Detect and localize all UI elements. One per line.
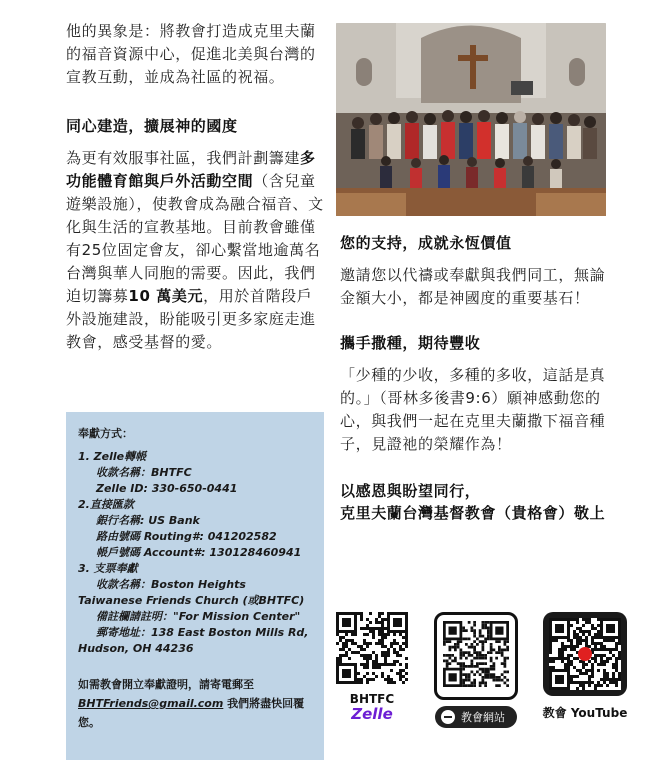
intro-paragraph: 他的異象是：將教會打造成克里夫蘭的福音資源中心，促進北美與台灣的宣教互動，並成為社區的祝福。 <box>66 22 316 86</box>
check-payee-label: 收款名稱： <box>96 578 151 591</box>
check-payee-value: Boston Heights <box>151 578 246 591</box>
mailing-address <box>78 625 312 641</box>
address-line-2: Hudson, OH 44236 <box>78 642 194 655</box>
website-qr-code[interactable] <box>443 621 509 687</box>
zelle-payee: 收款名稱：BHTFC <box>96 466 192 479</box>
support-heading: 您的支持，成就永恆價值 <box>340 234 512 252</box>
address-line-1: 138 East Boston Mills Rd, <box>151 626 309 639</box>
build-bold-facility: 多功能體育館與戶外活動空間 <box>66 149 316 190</box>
build-heading: 同心建造，擴展神的國度 <box>66 117 238 135</box>
check-memo: 備註欄請註明："For Mission Center" <box>96 610 301 623</box>
check-header: 3. 支票奉獻 <box>78 562 138 575</box>
receipt-note-text-2: 我們將盡快回覆您。 <box>78 697 305 729</box>
congregation-photo <box>336 23 606 216</box>
website-qr-frame[interactable] <box>434 612 518 700</box>
website-label: 教會網站 <box>461 711 505 724</box>
closing-line-1: 以感恩與盼望同行， <box>340 482 481 500</box>
support-paragraph: 邀請您以代禱或奉獻與我們同工，無論金額大小，都是神國度的重要基石！ <box>340 266 606 307</box>
build-text-1: 為更有效服事社區，我們計劃籌建 <box>66 149 301 167</box>
address-label: 郵寄地址： <box>96 626 151 639</box>
youtube-qr-group <box>540 612 630 721</box>
youtube-icon <box>578 647 592 661</box>
left-column <box>66 20 324 354</box>
youtube-qr-frame[interactable] <box>543 612 627 696</box>
sow-paragraph: 「少種的少收，多種的多收，這話是真的。」（哥林多後書9:6）願神感動您的心，與我們一起在克里夫蘭撒下福音種子，見證祂的榮耀作為！ <box>340 366 606 453</box>
giving-title: 奉獻方式： <box>78 427 133 440</box>
receipt-note <box>78 675 312 732</box>
account-number: 帳戶號碼 Account#: 130128460941 <box>96 546 302 559</box>
build-text-2: （含兒童遊樂設施），使教會成為融合福音、文化與生活的宣教基地。目前教會雖僅有25位固定會友，卻心繫當地逾萬名台灣與華人同胞的需要。因此，我們迫切籌募 <box>66 172 324 305</box>
youtube-label: 教會 YouTube <box>542 706 628 720</box>
bhtfc-label: BHTFC <box>349 692 395 706</box>
routing-number: 路由號碼 Routing#: 041202582 <box>96 530 277 543</box>
zelle-id: Zelle ID: 330-650-0441 <box>96 482 238 495</box>
link-icon <box>441 710 455 724</box>
zelle-header: 1. Zelle轉帳 <box>78 450 147 463</box>
email-link[interactable]: BHTFriends@gmail.com <box>78 697 224 710</box>
bank-header: 2.直接匯款 <box>78 498 134 511</box>
website-qr-group <box>432 612 520 728</box>
zelle-logo: Zelle <box>351 705 393 723</box>
build-text-3: ，用於首階段戶外設施建設，盼能吸引更多家庭走進教會，感受基督的愛。 <box>66 287 316 351</box>
congregation-photo-illustration <box>336 23 606 216</box>
receipt-note-text: 如需教會開立奉獻證明，請寄電郵至 <box>78 678 254 691</box>
build-paragraph <box>66 147 324 354</box>
check-payee-continued: Taiwanese Friends Church (或BHTFC) <box>78 594 305 607</box>
check-payee <box>78 577 312 593</box>
zelle-qr-group <box>336 612 408 722</box>
sow-heading: 攜手撒種，期待豐收 <box>340 334 481 352</box>
website-button[interactable] <box>435 706 517 728</box>
bank-name: 銀行名稱: US Bank <box>96 514 200 527</box>
zelle-qr-code[interactable] <box>336 612 408 684</box>
right-column <box>340 232 610 524</box>
build-bold-amount: 10 萬美元 <box>128 287 204 305</box>
closing-line-2: 克里夫蘭台灣基督教會（貴格會）敬上 <box>340 504 606 522</box>
giving-methods-box <box>66 412 324 760</box>
